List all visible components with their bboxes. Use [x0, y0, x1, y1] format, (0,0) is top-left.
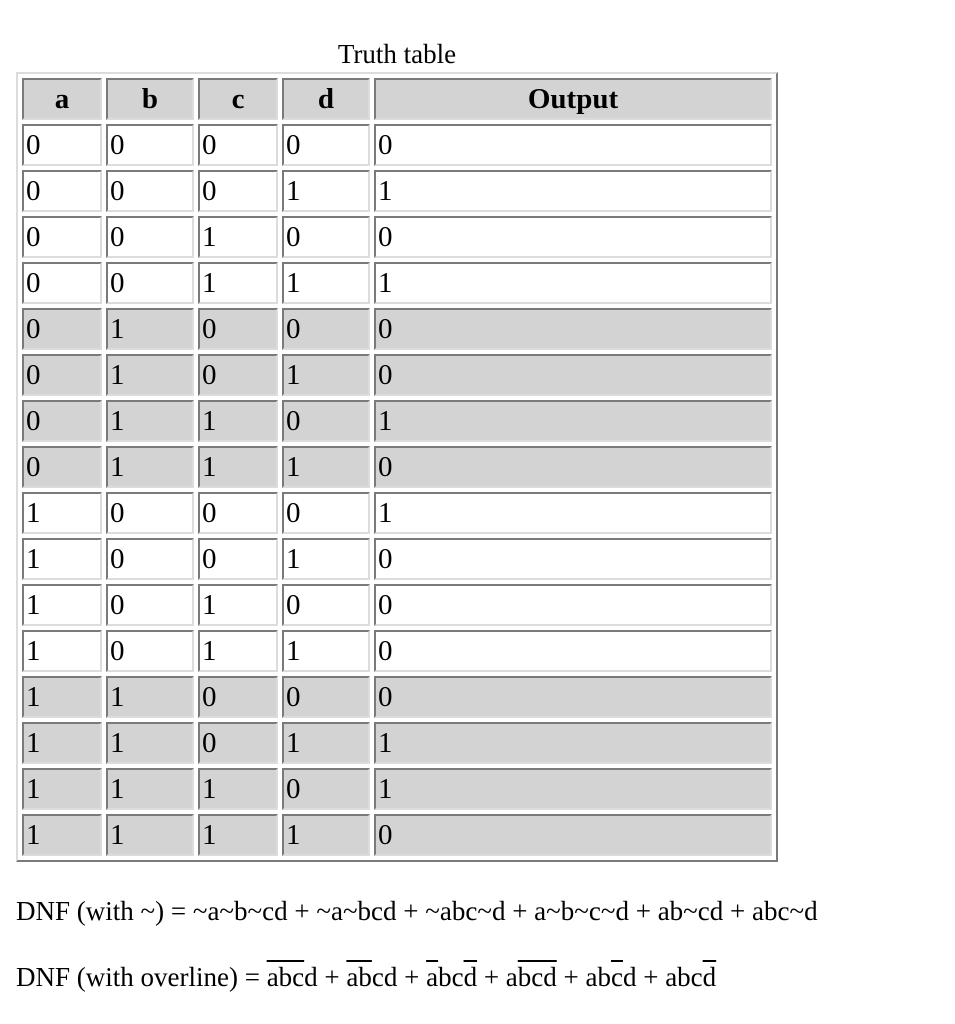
table-row	[22, 584, 772, 626]
cell-output: 0	[374, 676, 772, 718]
cell-a: 1	[22, 676, 102, 718]
table-row	[22, 308, 772, 350]
dnf-tilde-label: DNF (with ~) =	[16, 896, 193, 926]
cell-a: 1	[22, 538, 102, 580]
cell-d: 1	[282, 170, 370, 212]
cell-c: 1	[198, 216, 278, 258]
header-c: c	[198, 78, 278, 120]
plus-separator: +	[556, 962, 586, 992]
literals: bc	[438, 962, 464, 992]
literals: a	[505, 962, 518, 992]
cell-a: 1	[22, 492, 102, 534]
literals: abc	[665, 962, 703, 992]
cell-d: 0	[282, 768, 370, 810]
cell-a: 0	[22, 170, 102, 212]
table-row	[22, 538, 772, 580]
dnf-overline-line	[16, 961, 716, 993]
negated-literals: $\overline{bcd}$	[517, 962, 557, 992]
cell-output: 1	[374, 170, 772, 212]
table-caption: Truth table	[337, 39, 457, 69]
cell-d: 1	[282, 630, 370, 672]
cell-a: 0	[22, 354, 102, 396]
cell-d: 0	[282, 400, 370, 442]
cell-output: 1	[374, 768, 772, 810]
cell-c: 0	[198, 124, 278, 166]
cell-output: 0	[374, 124, 772, 166]
cell-output: 0	[374, 446, 772, 488]
cell-b: 1	[106, 354, 194, 396]
cell-b: 1	[106, 676, 194, 718]
cell-a: 0	[22, 400, 102, 442]
header-d: d	[282, 78, 370, 120]
cell-d: 0	[282, 308, 370, 350]
table-row	[22, 262, 772, 304]
cell-b: 1	[106, 814, 194, 856]
table-row	[22, 630, 772, 672]
cell-b: 1	[106, 400, 194, 442]
cell-d: 1	[282, 722, 370, 764]
cell-output: 0	[374, 308, 772, 350]
cell-a: 0	[22, 124, 102, 166]
table-row	[22, 768, 772, 810]
cell-output: 0	[374, 814, 772, 856]
negated-literals: $\overline{ab}$	[346, 962, 372, 992]
cell-c: 1	[198, 630, 278, 672]
cell-b: 1	[106, 768, 194, 810]
literals: cd	[371, 962, 398, 992]
dnf-overline-label: DNF (with overline) =	[16, 962, 267, 992]
cell-d: 0	[282, 492, 370, 534]
cell-output: 0	[374, 538, 772, 580]
cell-b: 0	[106, 216, 194, 258]
cell-output: 0	[374, 630, 772, 672]
cell-d: 1	[282, 354, 370, 396]
cell-a: 0	[22, 446, 102, 488]
cell-c: 1	[198, 814, 278, 856]
negated-literals: $\overline{c}$	[610, 962, 623, 992]
cell-a: 1	[22, 768, 102, 810]
dnf-overline-expression	[267, 962, 716, 992]
cell-c: 1	[198, 262, 278, 304]
cell-b: 1	[106, 308, 194, 350]
table-row	[22, 216, 772, 258]
cell-output: 1	[374, 722, 772, 764]
cell-output: 0	[374, 216, 772, 258]
cell-d: 0	[282, 584, 370, 626]
cell-c: 0	[198, 354, 278, 396]
cell-b: 0	[106, 170, 194, 212]
cell-b: 0	[106, 538, 194, 580]
negated-literals: $\overline{d}$	[463, 962, 478, 992]
dnf-term	[665, 962, 716, 992]
literals: ab	[585, 962, 611, 992]
plus-separator: +	[317, 962, 347, 992]
cell-output: 1	[374, 400, 772, 442]
cell-c: 0	[198, 722, 278, 764]
cell-d: 0	[282, 216, 370, 258]
plus-separator: +	[477, 962, 506, 992]
plus-separator: +	[636, 962, 666, 992]
cell-c: 0	[198, 170, 278, 212]
table-row	[22, 446, 772, 488]
cell-d: 0	[282, 124, 370, 166]
cell-d: 1	[282, 538, 370, 580]
cell-c: 1	[198, 446, 278, 488]
cell-c: 0	[198, 538, 278, 580]
table-row	[22, 124, 772, 166]
table-row	[22, 722, 772, 764]
cell-c: 1	[198, 400, 278, 442]
cell-a: 1	[22, 630, 102, 672]
cell-c: 0	[198, 492, 278, 534]
table-row	[22, 354, 772, 396]
cell-output: 1	[374, 492, 772, 534]
cell-d: 0	[282, 676, 370, 718]
cell-a: 1	[22, 814, 102, 856]
dnf-term	[586, 962, 637, 992]
cell-b: 0	[106, 630, 194, 672]
cell-c: 0	[198, 308, 278, 350]
dnf-tilde-line	[16, 895, 818, 927]
table-row	[22, 170, 772, 212]
literals: d	[304, 962, 318, 992]
dnf-term	[506, 962, 557, 992]
cell-b: 0	[106, 124, 194, 166]
cell-a: 1	[22, 722, 102, 764]
negated-literals: $\overline{a}$	[426, 962, 439, 992]
cell-c: 0	[198, 676, 278, 718]
header-a: a	[22, 78, 102, 120]
cell-b: 1	[106, 722, 194, 764]
table-row	[22, 400, 772, 442]
header-output: Output	[374, 78, 772, 120]
cell-output: 0	[374, 354, 772, 396]
cell-d: 1	[282, 446, 370, 488]
cell-c: 1	[198, 584, 278, 626]
cell-b: 0	[106, 492, 194, 534]
cell-c: 1	[198, 768, 278, 810]
cell-b: 0	[106, 262, 194, 304]
table-row	[22, 676, 772, 718]
negated-literals: $\overline{d}$	[702, 962, 717, 992]
dnf-tilde-expression: ~a~b~cd + ~a~bcd + ~abc~d + a~b~c~d + ab~cd + abc~d	[192, 896, 818, 926]
cell-b: 1	[106, 446, 194, 488]
truth-table	[16, 72, 778, 862]
cell-a: 0	[22, 308, 102, 350]
table-row	[22, 492, 772, 534]
cell-a: 0	[22, 216, 102, 258]
cell-output: 1	[374, 262, 772, 304]
plus-separator: +	[397, 962, 427, 992]
cell-d: 1	[282, 262, 370, 304]
header-row	[22, 78, 772, 120]
cell-d: 1	[282, 814, 370, 856]
header-b: b	[106, 78, 194, 120]
cell-a: 0	[22, 262, 102, 304]
dnf-term	[346, 962, 397, 992]
negated-literals: $\overline{abc}$	[266, 962, 305, 992]
cell-output: 0	[374, 584, 772, 626]
literals: d	[622, 962, 637, 992]
cell-b: 0	[106, 584, 194, 626]
table-row	[22, 814, 772, 856]
cell-a: 1	[22, 584, 102, 626]
dnf-term	[426, 962, 477, 992]
dnf-term	[267, 962, 318, 992]
